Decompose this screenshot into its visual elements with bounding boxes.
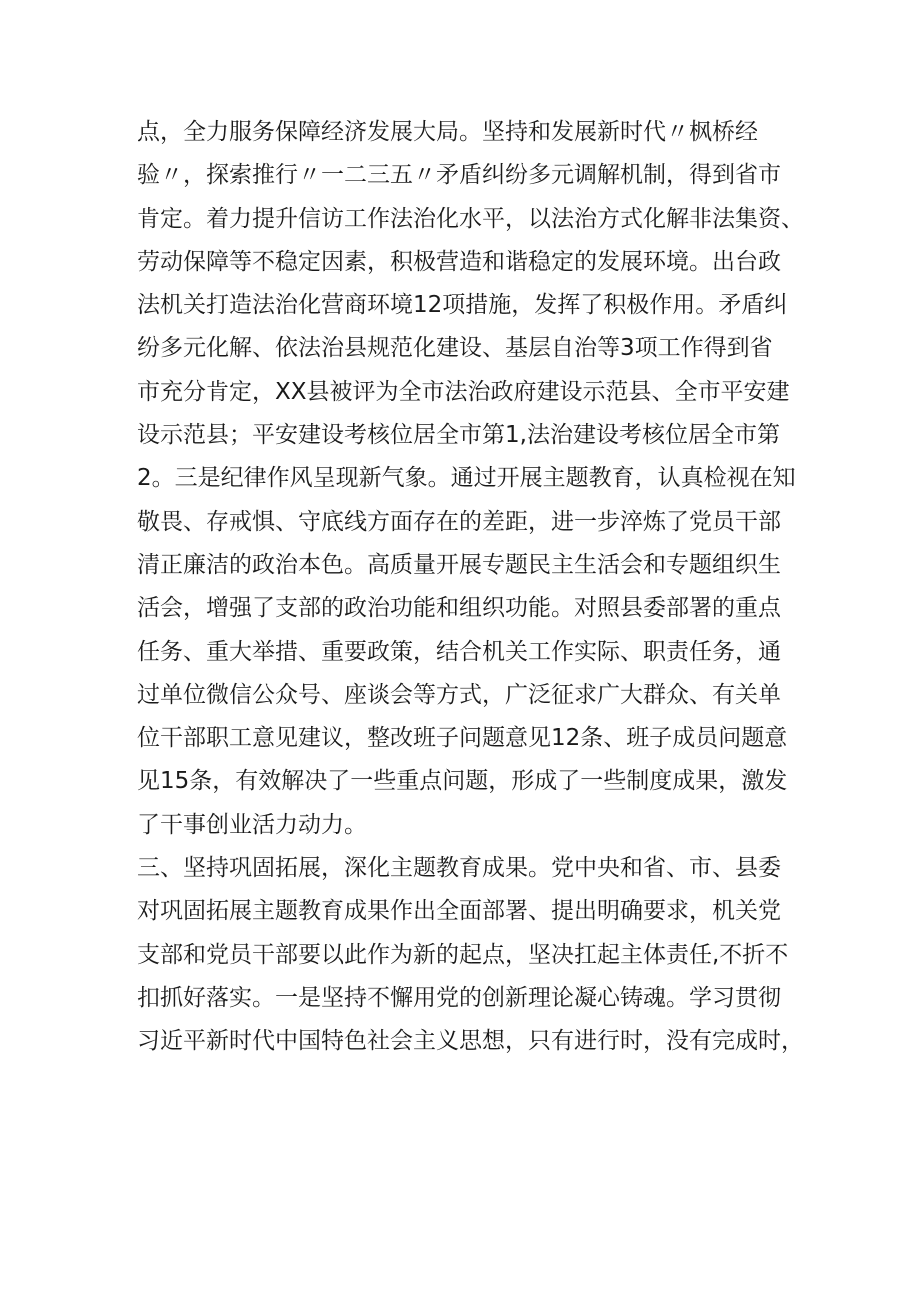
text-line: 法机关打造法治化营商环境12项措施，发挥了积极作用。矛盾纠: [137, 292, 788, 319]
text-line: 市充分肯定，XX县被评为全市法治政府建设示范县、全市平安建: [137, 378, 790, 405]
text-line: 点，全力服务保障经济发展大局。坚持和发展新时代〃枫桥经: [137, 119, 758, 145]
text-line: 劳动保障等不稳定因素，积极营造和谐稳定的发展环境。出台政: [137, 248, 781, 275]
text-line: 2。三是纪律作风呈现新气象。通过开展主题教育，认真检视在知: [137, 465, 796, 492]
text-line: 位干部职工意见建议，整改班子问题意见12条、班子成员问题意: [137, 725, 788, 752]
text-line: 支部和党员干部要以此作为新的起点，坚决扛起主体责任,不折不: [137, 941, 789, 968]
text-line: 任务、重大举措、重要政策，结合机关工作实际、职责任务，通: [137, 638, 781, 665]
text-line: 敬畏、存戒惧、守底线方面存在的差距，进一步淬炼了党员干部: [137, 508, 781, 535]
document-body: [137, 111, 837, 1064]
text-line: 习近平新时代中国特色社会主义思想，只有进行时，没有完成时，: [137, 1028, 804, 1055]
text-line: 肯定。着力提升信访工作法治化水平，以法治方式化解非法集资、: [137, 205, 804, 232]
text-line: 对巩固拓展主题教育成果作出全面部署、提出明确要求，机关党: [137, 898, 781, 925]
section-heading-line: 三、坚持巩固拓展，深化主题教育成果。党中央和省、市、县委: [137, 855, 781, 882]
text-line: 纷多元化解、依法治县规范化建设、基层自治等3项工作得到省: [137, 335, 773, 362]
text-line: 设示范县；平安建设考核位居全市第1,法治建设考核位居全市第: [137, 422, 780, 449]
text-line: 活会，增强了支部的政治功能和组织功能。对照县委部署的重点: [137, 595, 781, 622]
text-line: 验〃，探索推行〃一二三五〃矛盾纠纷多元调解机制，得到省市: [137, 162, 781, 189]
text-line: 清正廉洁的政治本色。高质量开展专题民主生活会和专题组织生: [137, 551, 781, 578]
text-line: 过单位微信公众号、座谈会等方式，广泛征求广大群众、有关单: [137, 681, 781, 708]
text-line: 见15条，有效解决了一些重点问题，形成了一些制度成果，激发: [137, 768, 788, 795]
text-line: 了干事创业活力动力。: [137, 811, 367, 838]
text-line: 扣抓好落实。一是坚持不懈用党的创新理论凝心铸魂。学习贯彻: [137, 984, 781, 1011]
